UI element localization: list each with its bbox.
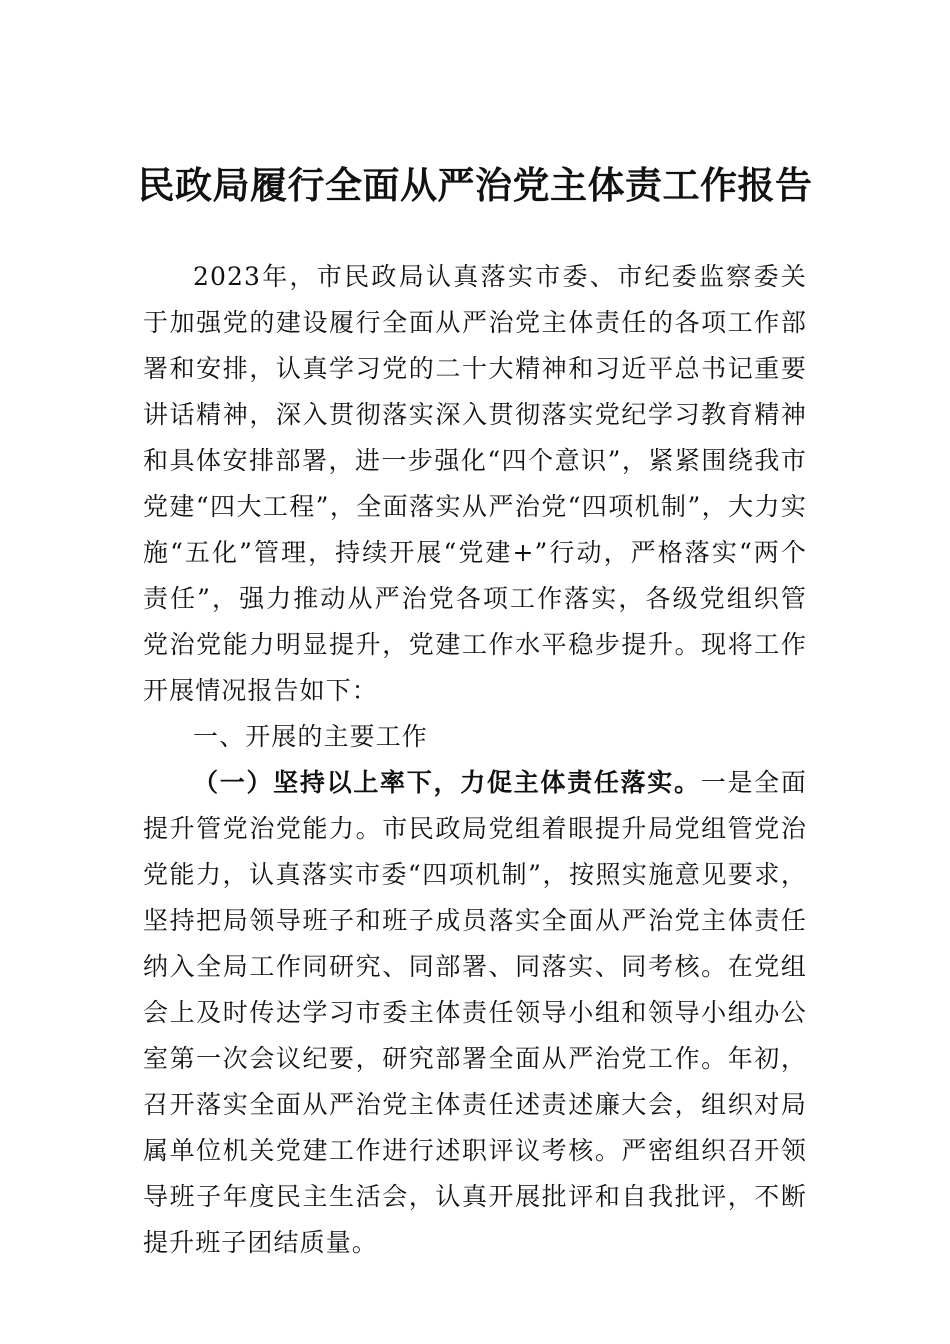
- document-body: [143, 254, 807, 1266]
- section-heading-1: 一、开展的主要工作: [193, 722, 428, 751]
- subsection-paragraph-1: [143, 760, 807, 1266]
- subsection-heading-1: （一）坚持以上率下，力促主体责任落实。: [193, 768, 701, 797]
- intro-paragraph: 2023年，市民政局认真落实市委、市纪委监察委关于加强党的建设履行全面从严治党主体责任的各项工作部署和安排，认真学习党的二十大精神和习近平总书记重要讲话精神，深入贯彻落实深入贯彻落实党纪学习教育精神和具体安排部署，进一步强化“四个意识”，紧紧围绕我市党建“四大工程”，全面落实从严治党“四项机制”，大力实施“五化”管理，持续开展“党建+”行动，严格落实“两个责任”，强力推动从严治党各项工作落实，各级党组织管党治党能力明显提升，党建工作水平稳步提升。现将工作开展情况报告如下：: [143, 262, 807, 705]
- subsection-text-1: 一是全面提升管党治党能力。市民政局党组着眼提升局党组管党治党能力，认真落实市委“四项机制”，按照实施意见要求，坚持把局领导班子和班子成员落实全面从严治党主体责任纳入全局工作同研究、同部署、同落实、同考核。在党组会上及时传达学习市委主体责任领导小组和领导小组办公室第一次会议纪要，研究部署全面从严治党工作。年初，召开落实全面从严治党主体责任述责述廉大会，组织对局属单位机关党建工作进行述职评议考核。严密组织召开领导班子年度民主生活会，认真开展批评和自我批评，不断提升班子团结质量。: [143, 768, 808, 1257]
- document-title: 民政局履行全面从严治党主体责工作报告: [137, 163, 813, 207]
